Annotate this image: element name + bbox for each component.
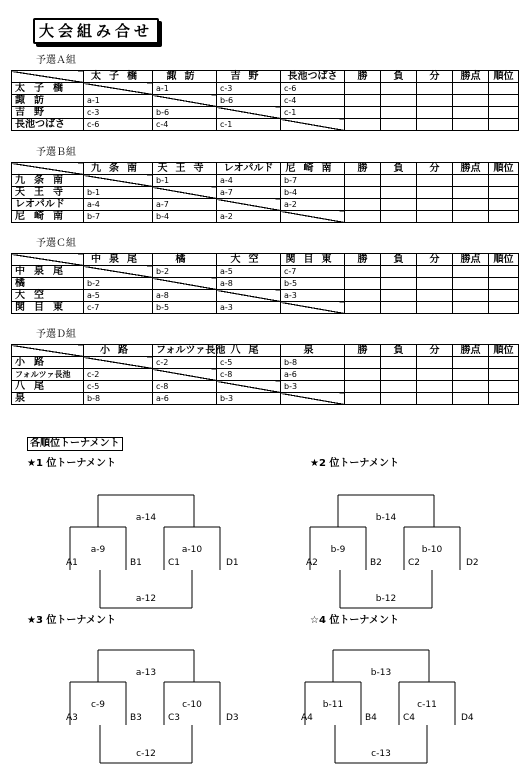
match-cell: a-6 — [281, 369, 345, 381]
stat-cell — [453, 369, 489, 381]
diagonal-cell — [217, 199, 281, 211]
stat-cell — [381, 119, 417, 131]
semifinal-left-label: b-9 — [330, 545, 346, 555]
stat-cell — [381, 199, 417, 211]
match-cell: c-2 — [153, 357, 217, 369]
column-header-stat: 負 — [381, 345, 417, 357]
stat-cell — [453, 211, 489, 223]
stat-cell — [489, 83, 519, 95]
stat-cell — [453, 119, 489, 131]
match-cell: a-1 — [153, 83, 217, 95]
stat-cell — [489, 290, 519, 302]
row-header-team: 関目東 — [12, 302, 84, 314]
stat-cell — [381, 211, 417, 223]
corner-cell — [12, 254, 84, 266]
stat-cell — [489, 95, 519, 107]
row-header-team: 諏訪 — [12, 95, 84, 107]
column-header-stat: 負 — [381, 163, 417, 175]
stat-cell — [417, 175, 453, 187]
match-cell: c-6 — [281, 83, 345, 95]
playoff-match-label: c-12 — [136, 749, 156, 759]
match-cell: c-7 — [281, 266, 345, 278]
bracket-2nd — [300, 490, 490, 615]
table-row — [12, 95, 519, 107]
stat-cell — [381, 381, 417, 393]
stat-cell — [381, 187, 417, 199]
match-cell: c-1 — [217, 119, 281, 131]
row-header-team: 中泉尾 — [12, 266, 84, 278]
stat-cell — [489, 119, 519, 131]
diagonal-cell — [84, 175, 153, 187]
row-header-team: 橘 — [12, 278, 84, 290]
match-cell: a-7 — [153, 199, 217, 211]
table-header-row — [12, 345, 519, 357]
row-header-team: 太子橋 — [12, 83, 84, 95]
match-cell: a-8 — [153, 290, 217, 302]
page-title: 大会組み合せ — [33, 18, 159, 44]
match-cell: c-7 — [84, 302, 153, 314]
row-header-team: 吉野 — [12, 107, 84, 119]
stat-cell — [381, 278, 417, 290]
stat-cell — [417, 187, 453, 199]
column-header-team: 大空 — [217, 254, 281, 266]
match-cell: b-4 — [281, 187, 345, 199]
row-header-team: 長池つばさ — [12, 119, 84, 131]
playoff-match-label: c-13 — [371, 749, 391, 759]
match-cell: b-8 — [281, 357, 345, 369]
table-header-row — [12, 254, 519, 266]
corner-cell — [12, 71, 84, 83]
match-cell: b-6 — [153, 107, 217, 119]
column-header-stat: 勝点 — [453, 345, 489, 357]
diagonal-cell — [153, 187, 217, 199]
stat-cell — [453, 107, 489, 119]
stat-cell — [381, 302, 417, 314]
match-cell: b-5 — [281, 278, 345, 290]
match-cell: a-7 — [217, 187, 281, 199]
stat-cell — [381, 290, 417, 302]
stat-cell — [345, 187, 381, 199]
stat-cell — [417, 393, 453, 405]
diagonal-cell — [153, 95, 217, 107]
table-row — [12, 357, 519, 369]
column-header-stat: 順位 — [489, 71, 519, 83]
seed-label: B2 — [370, 558, 382, 568]
column-header-stat: 順位 — [489, 254, 519, 266]
seed-label: C3 — [168, 713, 181, 723]
match-cell: b-2 — [84, 278, 153, 290]
column-header-stat: 勝 — [345, 254, 381, 266]
stat-cell — [417, 290, 453, 302]
match-cell: b-1 — [84, 187, 153, 199]
diagonal-cell — [281, 302, 345, 314]
match-cell: a-2 — [281, 199, 345, 211]
seed-label: C4 — [403, 713, 416, 723]
table-row — [12, 302, 519, 314]
match-cell: b-4 — [153, 211, 217, 223]
stat-cell — [381, 266, 417, 278]
stat-cell — [417, 199, 453, 211]
match-cell: b-2 — [153, 266, 217, 278]
tournament-title-3: ★3 位トーナメント — [27, 615, 117, 626]
stat-cell — [453, 95, 489, 107]
stat-cell — [489, 381, 519, 393]
stat-cell — [345, 369, 381, 381]
final-match-label: a-13 — [135, 668, 157, 678]
match-cell: c-1 — [281, 107, 345, 119]
stat-cell — [381, 369, 417, 381]
diagonal-cell — [281, 393, 345, 405]
stat-cell — [345, 199, 381, 211]
stat-cell — [489, 266, 519, 278]
match-cell: a-6 — [153, 393, 217, 405]
stat-cell — [417, 83, 453, 95]
stat-cell — [345, 83, 381, 95]
diagonal-cell — [84, 83, 153, 95]
seed-label: B1 — [130, 558, 142, 568]
match-cell: a-8 — [217, 278, 281, 290]
seed-label: D3 — [226, 713, 239, 723]
match-cell: c-5 — [84, 381, 153, 393]
league-table — [11, 344, 519, 405]
stat-cell — [453, 266, 489, 278]
column-header-stat: 分 — [417, 71, 453, 83]
bracket-3rd — [60, 645, 250, 770]
tournaments-section-label: 各順位トーナメント — [27, 437, 123, 451]
stat-cell — [345, 175, 381, 187]
table-row — [12, 381, 519, 393]
column-header-team: 橘 — [153, 254, 217, 266]
column-header-stat: 勝 — [345, 163, 381, 175]
stat-cell — [453, 381, 489, 393]
stat-cell — [489, 107, 519, 119]
match-cell: b-6 — [217, 95, 281, 107]
group-label: 予選Ｂ組 — [36, 147, 76, 158]
stat-cell — [489, 211, 519, 223]
corner-cell — [12, 163, 84, 175]
row-header-team: 小路 — [12, 357, 84, 369]
match-cell: b-7 — [281, 175, 345, 187]
match-cell: c-4 — [153, 119, 217, 131]
column-header-team: 長池つばさ — [281, 71, 345, 83]
match-cell: b-3 — [281, 381, 345, 393]
table-row — [12, 266, 519, 278]
final-match-label: b-13 — [370, 668, 392, 678]
match-cell: a-4 — [217, 175, 281, 187]
seed-label: D1 — [226, 558, 239, 568]
tournament-title-4: ☆4 位トーナメント — [310, 615, 400, 626]
stat-cell — [417, 369, 453, 381]
diagonal-cell — [281, 119, 345, 131]
stat-cell — [345, 357, 381, 369]
stat-cell — [345, 302, 381, 314]
match-cell: c-4 — [281, 95, 345, 107]
stat-cell — [417, 266, 453, 278]
table-row — [12, 107, 519, 119]
match-cell: c-3 — [217, 83, 281, 95]
bracket-1st — [60, 490, 250, 615]
row-header-team: 大空 — [12, 290, 84, 302]
match-cell: c-2 — [84, 369, 153, 381]
stat-cell — [345, 119, 381, 131]
stat-cell — [489, 199, 519, 211]
column-header-team: 小路 — [84, 345, 153, 357]
group-label: 予選Ｄ組 — [36, 329, 76, 340]
table-header-row — [12, 163, 519, 175]
column-header-stat: 負 — [381, 71, 417, 83]
stat-cell — [489, 369, 519, 381]
table-row — [12, 290, 519, 302]
column-header-team: 九条南 — [84, 163, 153, 175]
group-label: 予選Ｃ組 — [36, 238, 76, 249]
tournament-title-2: ★2 位トーナメント — [310, 458, 400, 469]
diagonal-cell — [281, 211, 345, 223]
stat-cell — [381, 83, 417, 95]
match-cell: c-8 — [153, 381, 217, 393]
column-header-stat: 順位 — [489, 163, 519, 175]
column-header-stat: 負 — [381, 254, 417, 266]
row-header-team: 泉 — [12, 393, 84, 405]
seed-label: D2 — [466, 558, 479, 568]
stat-cell — [417, 107, 453, 119]
semifinal-left-label: c-9 — [91, 700, 105, 710]
stat-cell — [417, 302, 453, 314]
match-cell: b-1 — [153, 175, 217, 187]
stat-cell — [453, 83, 489, 95]
group-label: 予選Ａ組 — [36, 55, 76, 66]
table-row — [12, 369, 519, 381]
match-cell: c-3 — [84, 107, 153, 119]
seed-label: A2 — [306, 558, 318, 568]
tournament-title-1: ★1 位トーナメント — [27, 458, 117, 469]
seed-label: A3 — [66, 713, 78, 723]
stat-cell — [453, 187, 489, 199]
match-cell: b-8 — [84, 393, 153, 405]
diagonal-cell — [217, 290, 281, 302]
row-header-team: 尼崎南 — [12, 211, 84, 223]
column-header-team: 吉野 — [217, 71, 281, 83]
row-header-team: 天王寺 — [12, 187, 84, 199]
match-cell: b-7 — [84, 211, 153, 223]
semifinal-right-label: b-10 — [421, 545, 443, 555]
diagonal-cell — [153, 278, 217, 290]
match-cell: a-3 — [217, 302, 281, 314]
diagonal-cell — [153, 369, 217, 381]
stat-cell — [345, 381, 381, 393]
column-header-stat: 勝点 — [453, 163, 489, 175]
stat-cell — [345, 393, 381, 405]
match-cell: b-5 — [153, 302, 217, 314]
column-header-stat: 勝 — [345, 345, 381, 357]
table-row — [12, 175, 519, 187]
column-header-stat: 分 — [417, 345, 453, 357]
stat-cell — [381, 175, 417, 187]
column-header-team: フォルツァ長池 — [153, 345, 217, 357]
stat-cell — [453, 278, 489, 290]
semifinal-right-label: c-10 — [182, 700, 202, 710]
seed-label: B4 — [365, 713, 377, 723]
stat-cell — [345, 290, 381, 302]
table-row — [12, 393, 519, 405]
final-match-label: a-14 — [135, 513, 157, 523]
stat-cell — [345, 278, 381, 290]
corner-cell — [12, 345, 84, 357]
stat-cell — [381, 357, 417, 369]
table-row — [12, 199, 519, 211]
column-header-stat: 順位 — [489, 345, 519, 357]
match-cell: c-6 — [84, 119, 153, 131]
final-match-label: b-14 — [375, 513, 397, 523]
row-header-team: 九条南 — [12, 175, 84, 187]
table-row — [12, 211, 519, 223]
league-table — [11, 253, 519, 314]
table-row — [12, 83, 519, 95]
match-cell: a-5 — [84, 290, 153, 302]
match-cell: c-8 — [217, 369, 281, 381]
stat-cell — [417, 119, 453, 131]
stat-cell — [453, 357, 489, 369]
match-cell: a-5 — [217, 266, 281, 278]
stat-cell — [417, 278, 453, 290]
column-header-stat: 勝 — [345, 71, 381, 83]
diagonal-cell — [84, 357, 153, 369]
column-header-team: 天王寺 — [153, 163, 217, 175]
match-cell: a-3 — [281, 290, 345, 302]
column-header-team: レオパルド — [217, 163, 281, 175]
stat-cell — [381, 95, 417, 107]
match-cell: c-5 — [217, 357, 281, 369]
stat-cell — [417, 357, 453, 369]
stat-cell — [417, 381, 453, 393]
column-header-team: 太子橋 — [84, 71, 153, 83]
seed-label: D4 — [461, 713, 474, 723]
semifinal-right-label: a-10 — [181, 545, 203, 555]
semifinal-right-label: c-11 — [417, 700, 437, 710]
table-header-row — [12, 71, 519, 83]
stat-cell — [417, 95, 453, 107]
diagonal-cell — [84, 266, 153, 278]
stat-cell — [489, 175, 519, 187]
column-header-team: 関目東 — [281, 254, 345, 266]
match-cell: b-3 — [217, 393, 281, 405]
row-header-team: 八尾 — [12, 381, 84, 393]
column-header-team: 八尾 — [217, 345, 281, 357]
diagonal-cell — [217, 381, 281, 393]
seed-label: C2 — [408, 558, 421, 568]
column-header-stat: 分 — [417, 163, 453, 175]
stat-cell — [453, 393, 489, 405]
stat-cell — [381, 107, 417, 119]
league-table — [11, 162, 519, 223]
stat-cell — [453, 175, 489, 187]
stat-cell — [489, 187, 519, 199]
seed-label: A1 — [66, 558, 78, 568]
league-table — [11, 70, 519, 131]
stat-cell — [489, 278, 519, 290]
stat-cell — [489, 393, 519, 405]
stat-cell — [345, 95, 381, 107]
semifinal-left-label: b-11 — [322, 700, 344, 710]
column-header-team: 中泉尾 — [84, 254, 153, 266]
column-header-stat: 勝点 — [453, 71, 489, 83]
table-row — [12, 119, 519, 131]
column-header-stat: 分 — [417, 254, 453, 266]
stat-cell — [345, 266, 381, 278]
stat-cell — [381, 393, 417, 405]
seed-label: C1 — [168, 558, 181, 568]
stat-cell — [489, 357, 519, 369]
stat-cell — [453, 199, 489, 211]
match-cell: a-1 — [84, 95, 153, 107]
column-header-team: 尼崎南 — [281, 163, 345, 175]
bracket-4th — [295, 645, 485, 770]
playoff-match-label: b-12 — [375, 594, 397, 604]
stat-cell — [417, 211, 453, 223]
stat-cell — [453, 302, 489, 314]
diagonal-cell — [217, 107, 281, 119]
stat-cell — [345, 211, 381, 223]
seed-label: B3 — [130, 713, 142, 723]
match-cell: a-4 — [84, 199, 153, 211]
column-header-stat: 勝点 — [453, 254, 489, 266]
semifinal-left-label: a-9 — [90, 545, 106, 555]
seed-label: A4 — [301, 713, 313, 723]
row-header-team: レオパルド — [12, 199, 84, 211]
stat-cell — [453, 290, 489, 302]
row-header-team: フォルツァ長池 — [12, 369, 84, 381]
column-header-team: 諏訪 — [153, 71, 217, 83]
column-header-team: 泉 — [281, 345, 345, 357]
stat-cell — [345, 107, 381, 119]
stat-cell — [489, 302, 519, 314]
table-row — [12, 278, 519, 290]
table-row — [12, 187, 519, 199]
match-cell: a-2 — [217, 211, 281, 223]
playoff-match-label: a-12 — [135, 594, 157, 604]
